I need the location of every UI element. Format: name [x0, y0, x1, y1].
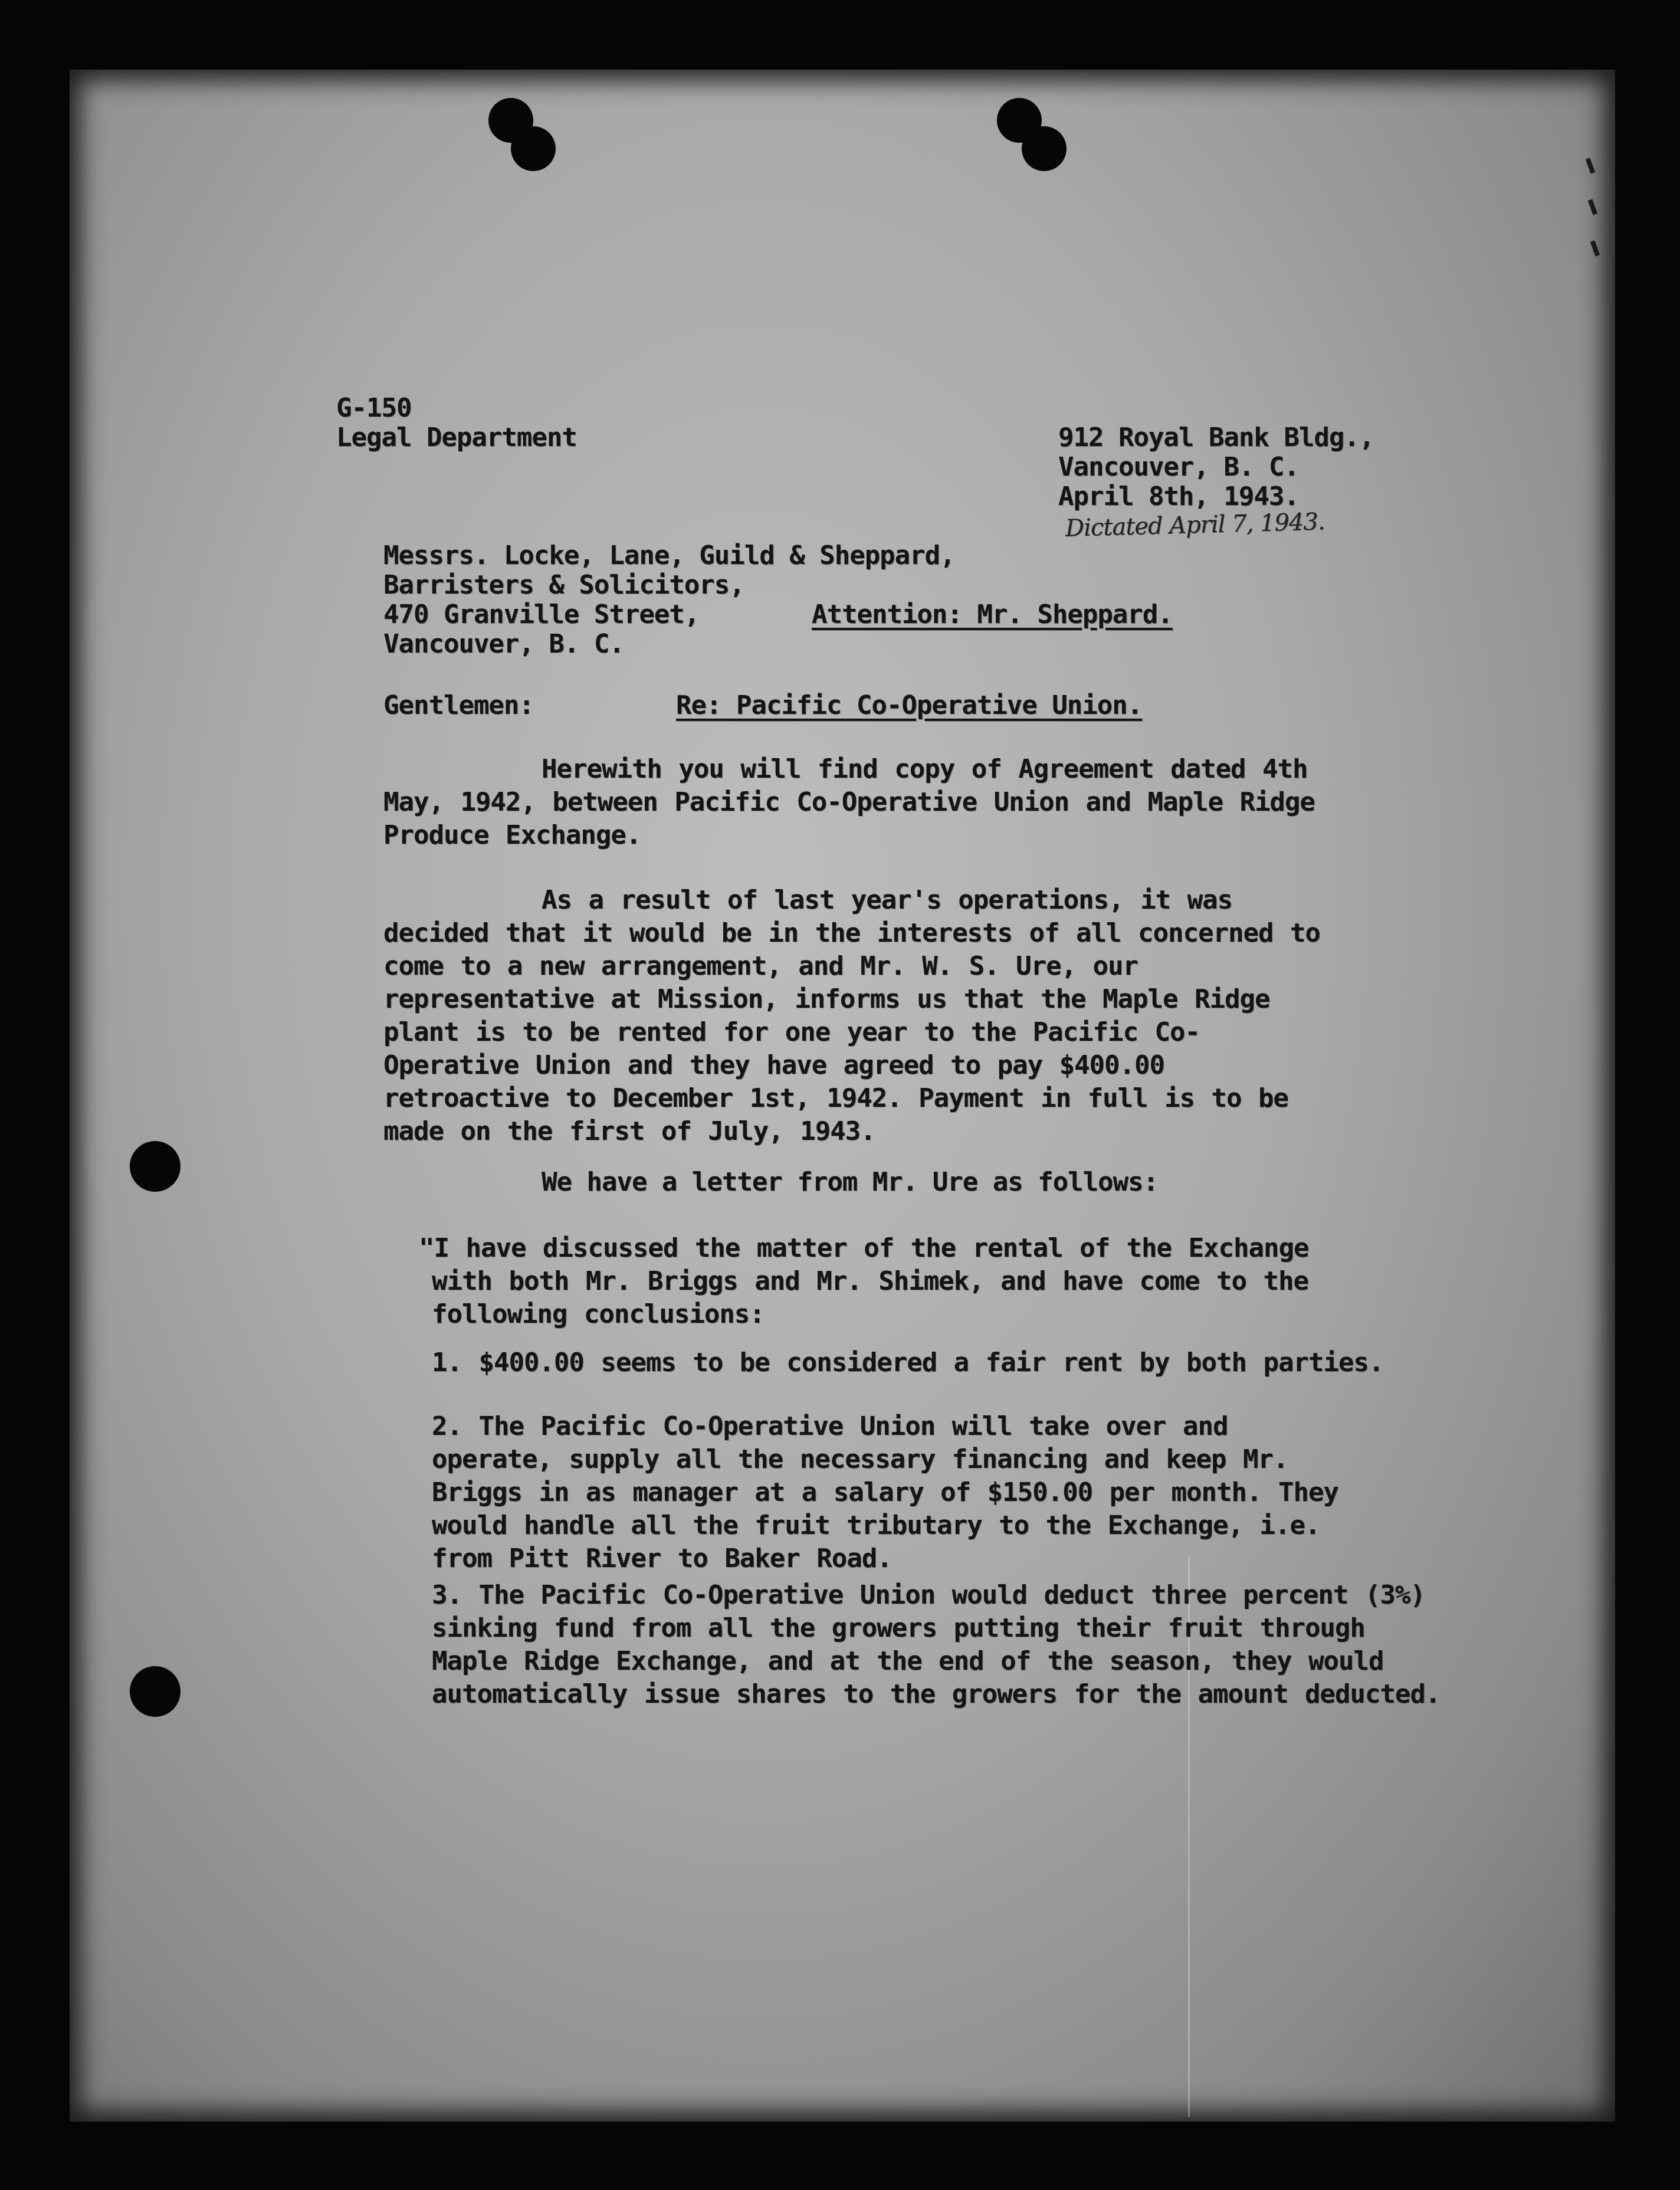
subject-line: Re: Pacific Co-Operative Union. [676, 690, 1143, 720]
sender-address-line1: 912 Royal Bank Bldg., [1058, 422, 1374, 453]
letter-page [70, 70, 1615, 2122]
quoted-intro-text: "I have discussed the matter of the rental of the Exchange with both Mr. Briggs and Mr. Shimek, and have come to the following conclusions: [419, 1233, 1309, 1329]
body-paragraph-1-text: Herewith you will find copy of Agreement dated 4th May, 1942, between Pacific Co-Operative Union and Maple Ridge Produce Exchange. [383, 754, 1315, 850]
attention-line: Attention: Mr. Sheppard. [812, 599, 1173, 630]
file-reference: G-150 [336, 393, 412, 423]
margin-mark [1586, 158, 1595, 173]
margin-mark [1588, 199, 1597, 215]
dictated-handwritten-note: Dictated April 7, 1943. [1065, 508, 1325, 542]
punch-hole-left-upper [130, 1141, 181, 1192]
quoted-item-1 [432, 1346, 1423, 1379]
recipient-line4: Vancouver, B. C. [383, 629, 624, 659]
quoted-item-2 [432, 1410, 1352, 1575]
recipient-line3: 470 Granville Street, [383, 599, 700, 630]
quoted-intro [419, 1232, 1346, 1331]
quoted-item-2-text: 2. The Pacific Co-Operative Union will take over and operate, supply all the necessary financing and keep Mr. Briggs in as manager at a salary of $150.00 per month. They would handle all the fruit tributary to the Exchange, i.e. from Pitt River to Baker Road. [432, 1411, 1338, 1573]
body-paragraph-2-text: As a result of last year's operations, it was decided that it would be in the interests of all concerned to come to a new arrangement, and Mr. W. S. Ure, our representative at Mission, informs us that the Maple Ridge plant is to be rented for one year to the Pacific Co-Operative Union and they have agreed to pay $400.00 retroactive to December 1st, 1942. Payment in full is to be made on the first of July, 1943. [383, 885, 1320, 1146]
quoted-item-3-text: 3. The Pacific Co-Operative Union would deduct three percent (3%) sinking fund from all the growers putting their fruit through Maple Ridge Exchange, and at the end of the season, they would automatically issue shares to the growers for the amount deducted. [432, 1580, 1441, 1709]
body-paragraph-3: We have a letter from Mr. Ure as follows: [542, 1167, 1159, 1197]
recipient-line2: Barristers & Solicitors, [383, 570, 744, 600]
punch-hole-top-left-b [511, 126, 556, 171]
body-paragraph-1 [383, 753, 1327, 852]
salutation: Gentlemen: [383, 690, 534, 720]
margin-mark [1590, 240, 1600, 256]
punch-hole-left-lower [130, 1666, 181, 1717]
punch-hole-top-right-b [1022, 126, 1067, 171]
department-name: Legal Department [336, 422, 577, 453]
quoted-item-3 [432, 1579, 1446, 1711]
body-paragraph-2 [383, 884, 1327, 1148]
recipient-line1: Messrs. Locke, Lane, Guild & Sheppard, [383, 540, 955, 571]
letter-date: April 8th, 1943. [1058, 481, 1299, 512]
quoted-item-1-text: 1. $400.00 seems to be considered a fair rent by both parties. [432, 1348, 1384, 1378]
sender-address-line2: Vancouver, B. C. [1058, 452, 1299, 482]
